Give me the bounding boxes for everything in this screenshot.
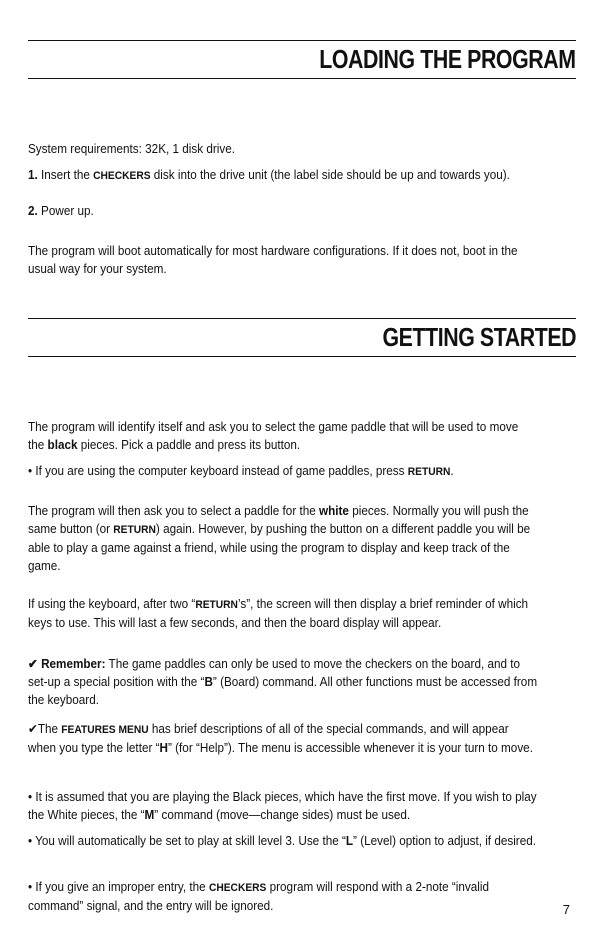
section-heading-getting-started: GETTING STARTED [382, 322, 576, 352]
paragraph-select-paddle: The program will identify itself and ask you to select the game paddle that will be used to move the black pieces. Pick a paddle and press its button. [28, 420, 519, 452]
bullet-keyboard: • If you are using the computer keyboard instead of game paddles, press RETURN. [28, 464, 454, 478]
emphasis: black [47, 438, 78, 452]
bottom-rule [28, 78, 576, 79]
bullet-skill-level: • You will automatically be set to play at skill level 3. Use the “L” (Level) option to adjust, if desired. [28, 834, 536, 848]
step-2: 2. Power up. [28, 204, 94, 218]
step-number: 2. [28, 204, 38, 218]
program-name: CHECKERS [208, 882, 267, 894]
page-number: 7 [562, 902, 570, 917]
features-menu-note: ✔The FEATURES MENU has brief descriptions of all of the special commands, and will appear when you type the letter “H” (for “Help”). The menu is accessible whenever it is your turn to move. [28, 722, 533, 755]
command-letter: M [144, 808, 155, 822]
paragraph-keyboard-reminder: If using the keyboard, after two “RETURN’s”, the screen will then display a brief reminder of which keys to use. This will last a few seconds, and then the board display will appear. [28, 597, 529, 630]
remember-note: ✔ Remember: The game paddles can only be used to move the checkers on the board, and to set-up a special position with the “B” (Board) command. All other functions must be accessed from the keyboard. [28, 657, 538, 707]
step-1: 1. Insert the CHECKERS disk into the drive unit (the label side should be up and towards you). [28, 168, 510, 182]
section-heading-loading: LOADING THE PROGRAM [319, 44, 576, 74]
command-letter: B [204, 675, 213, 689]
boot-paragraph: The program will boot automatically for most hardware configurations. If it does not, boot in the usual way for your system. [28, 244, 518, 276]
bullet-improper-entry: • If you give an improper entry, the CHECKERS program will respond with a 2-note “invalid command” signal, and the entry will be ignored. [28, 880, 490, 913]
bullet-black-pieces: • It is assumed that you are playing the Black pieces, which have the first move. If you wish to play the White pieces, the “M” command (move—change sides) must be used. [28, 790, 537, 822]
command-letter: L [345, 834, 354, 848]
emphasis: white [319, 504, 349, 518]
system-requirements: System requirements: 32K, 1 disk drive. [28, 142, 236, 156]
key-name: RETURN [113, 524, 156, 536]
top-rule [28, 40, 576, 41]
top-rule [28, 318, 576, 319]
command-letter: H [159, 741, 168, 755]
program-name: CHECKERS [93, 170, 151, 182]
menu-name: FEATURES MENU [61, 724, 149, 736]
key-name: RETURN [195, 599, 238, 611]
remember-label: ✔ Remember: [28, 657, 106, 671]
step-number: 1. [28, 168, 38, 182]
key-name: RETURN [407, 466, 451, 478]
paragraph-white-paddle: The program will then ask you to select a paddle for the white pieces. Normally you will push the same button (or RETURN) again. However, by pushing the button on a different paddle you will be able to play a game against a friend, while using the program to display and keep track of the game. [28, 504, 531, 573]
bottom-rule [28, 356, 576, 357]
